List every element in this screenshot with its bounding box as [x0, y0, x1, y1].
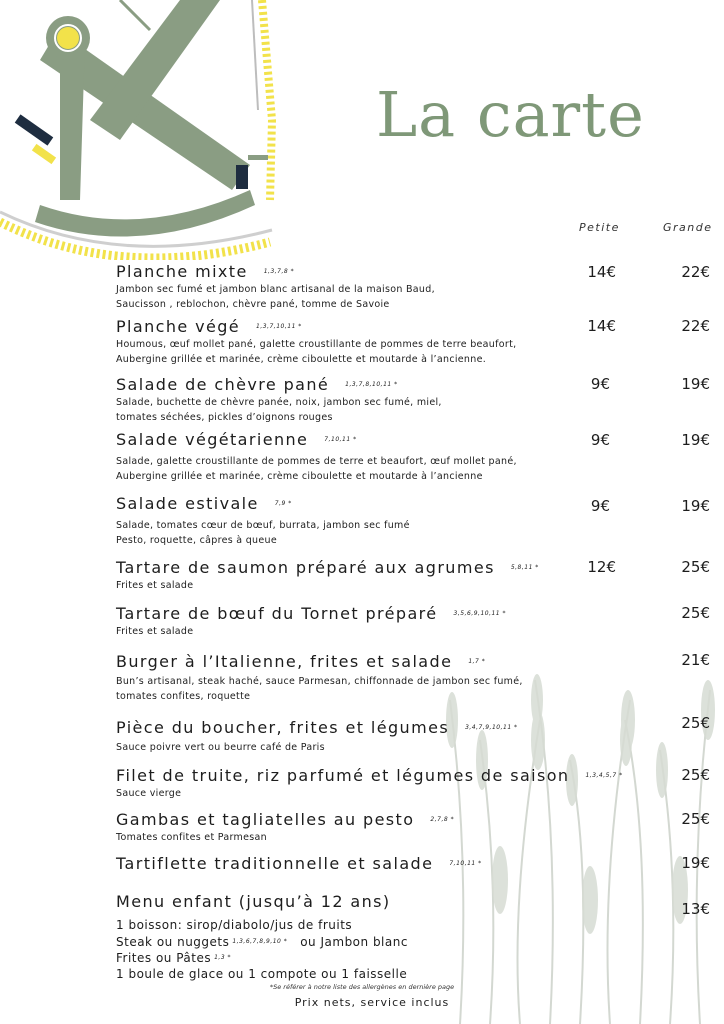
allergen-codes: 1,7 * — [468, 658, 486, 665]
price-petite: 9€ — [590, 431, 610, 449]
menu-item — [116, 317, 716, 367]
item-description: tomates confites, roquette — [116, 691, 251, 702]
price-petite: 12€ — [587, 558, 616, 576]
kids-menu-line: 1 boisson: sirop/diabolo/jus de fruits — [116, 918, 353, 932]
item-name: Salade de chèvre pané — [116, 375, 330, 394]
menu-item — [116, 430, 716, 484]
price-grande: 19€ — [681, 431, 710, 449]
footer-note: Prix nets, service inclus — [294, 996, 450, 1009]
menu-item — [116, 558, 716, 593]
price-grande: 25€ — [681, 810, 710, 828]
menu-item — [116, 652, 716, 704]
item-description: Aubergine grillée et marinée, crème ciboulette et moutarde à l’ancienne — [116, 471, 483, 482]
price-grande: 22€ — [681, 263, 710, 281]
column-header-petite: Petite — [579, 221, 620, 234]
price-grande: 25€ — [681, 766, 710, 784]
allergen-codes: 7,10,11 * — [324, 436, 357, 443]
item-name: Tartare de saumon préparé aux agrumes — [116, 558, 495, 577]
item-name: Tartare de bœuf du Tornet préparé — [116, 604, 438, 623]
item-description: Saucisson , reblochon, chèvre pané, tomme de Savoie — [116, 299, 390, 310]
price-grande: 25€ — [681, 604, 710, 622]
price-grande: 22€ — [681, 317, 710, 335]
item-name: Burger à l’Italienne, frites et salade — [116, 652, 453, 671]
item-name: Planche végé — [116, 317, 241, 336]
price-grande: 19€ — [681, 375, 710, 393]
allergen-codes: 3,4,7,9,10,11 * — [465, 724, 518, 731]
price-petite: 14€ — [587, 317, 616, 335]
kids-menu-line: 1 boule de glace ou 1 compote ou 1 faisselle — [116, 966, 408, 981]
price-grande: 19€ — [681, 497, 710, 515]
allergen-codes: 7,10,11 * — [449, 860, 482, 867]
allergen-footnote: *Se référer à notre liste des allergènes en dernière page — [269, 983, 455, 991]
item-name: Salade végétarienne — [116, 430, 309, 449]
item-description: Frites et salade — [116, 626, 194, 637]
page-title: La carte — [376, 78, 645, 151]
item-name: Salade estivale — [116, 494, 259, 513]
item-name: Filet de truite, riz parfumé et légumes de saison — [116, 766, 570, 785]
price-grande: 25€ — [681, 558, 710, 576]
kids-menu-title: Menu enfant (jusqu’à 12 ans) — [116, 892, 391, 911]
allergen-codes: 3,5,6,9,10,11 * — [453, 610, 507, 617]
menu-item — [116, 375, 716, 425]
kids-menu-line: Frites ou Pâtes $^{1,3 *}$ — [116, 951, 232, 965]
item-description: Salade, tomates cœur de bœuf, burrata, jambon sec fumé — [116, 520, 410, 531]
allergen-codes: 2,7,8 * — [430, 816, 455, 823]
item-name: Pièce du boucher, frites et légumes — [116, 718, 450, 737]
price-grande: 21€ — [681, 651, 710, 669]
allergen-codes: 1,3,4,5,7 * — [585, 772, 623, 779]
menu-item — [116, 854, 716, 874]
kids-menu — [116, 892, 636, 982]
menu-item — [116, 604, 716, 639]
item-description: Sauce poivre vert ou beurre café de Paris — [116, 742, 325, 753]
price-petite: 14€ — [587, 263, 616, 281]
allergen-codes: 1,3,7,10,11 * — [256, 323, 302, 330]
item-description: Pesto, roquette, câpres à queue — [116, 535, 277, 546]
item-description: Jambon sec fumé et jambon blanc artisanal de la maison Baud, — [116, 284, 435, 295]
allergen-codes: 1,3,7,8 * — [263, 268, 295, 275]
allergen-codes: 5,8,11 * — [510, 564, 539, 571]
sextant-illustration — [0, 0, 290, 260]
item-description: Salade, buchette de chèvre panée, noix, jambon sec fumé, miel, — [116, 397, 442, 408]
kids-menu-price: 13€ — [681, 900, 710, 918]
allergen-codes: 7,9 * — [274, 500, 292, 507]
item-description: Frites et salade — [116, 580, 194, 591]
kids-menu-line: Steak ou nuggets $^{1,3,6,7,8,9,10 *}$ ou Jambon blanc — [116, 934, 408, 949]
item-name: Tartiflette traditionnelle et salade — [116, 854, 434, 873]
item-description: Salade, galette croustillante de pommes de terre et beaufort, œuf mollet pané, — [116, 456, 517, 467]
menu-item — [116, 810, 716, 845]
item-description: Houmous, œuf mollet pané, galette croustillante de pommes de terre beaufort, — [116, 339, 517, 350]
price-grande: 25€ — [681, 714, 710, 732]
menu-item — [116, 494, 716, 548]
item-description: Bun’s artisanal, steak haché, sauce Parmesan, chiffonnade de jambon sec fumé, — [116, 676, 523, 687]
menu-item — [116, 262, 716, 312]
allergen-codes: 1,3,7,8,10,11 * — [345, 381, 398, 388]
item-description: Sauce vierge — [116, 788, 182, 799]
menu-item — [116, 766, 716, 801]
price-petite: 9€ — [590, 375, 610, 393]
item-name: Planche mixte — [116, 262, 248, 281]
column-header-grande: Grande — [663, 221, 713, 234]
item-description: Aubergine grillée et marinée, crème ciboulette et moutarde à l’ancienne. — [116, 354, 487, 365]
item-description: Tomates confites et Parmesan — [116, 832, 267, 843]
price-grande: 19€ — [681, 854, 710, 872]
item-name: Gambas et tagliatelles au pesto — [116, 810, 415, 829]
price-petite: 9€ — [590, 497, 610, 515]
item-description: tomates séchées, pickles d’oignons rouges — [116, 412, 333, 423]
menu-item — [116, 718, 716, 755]
